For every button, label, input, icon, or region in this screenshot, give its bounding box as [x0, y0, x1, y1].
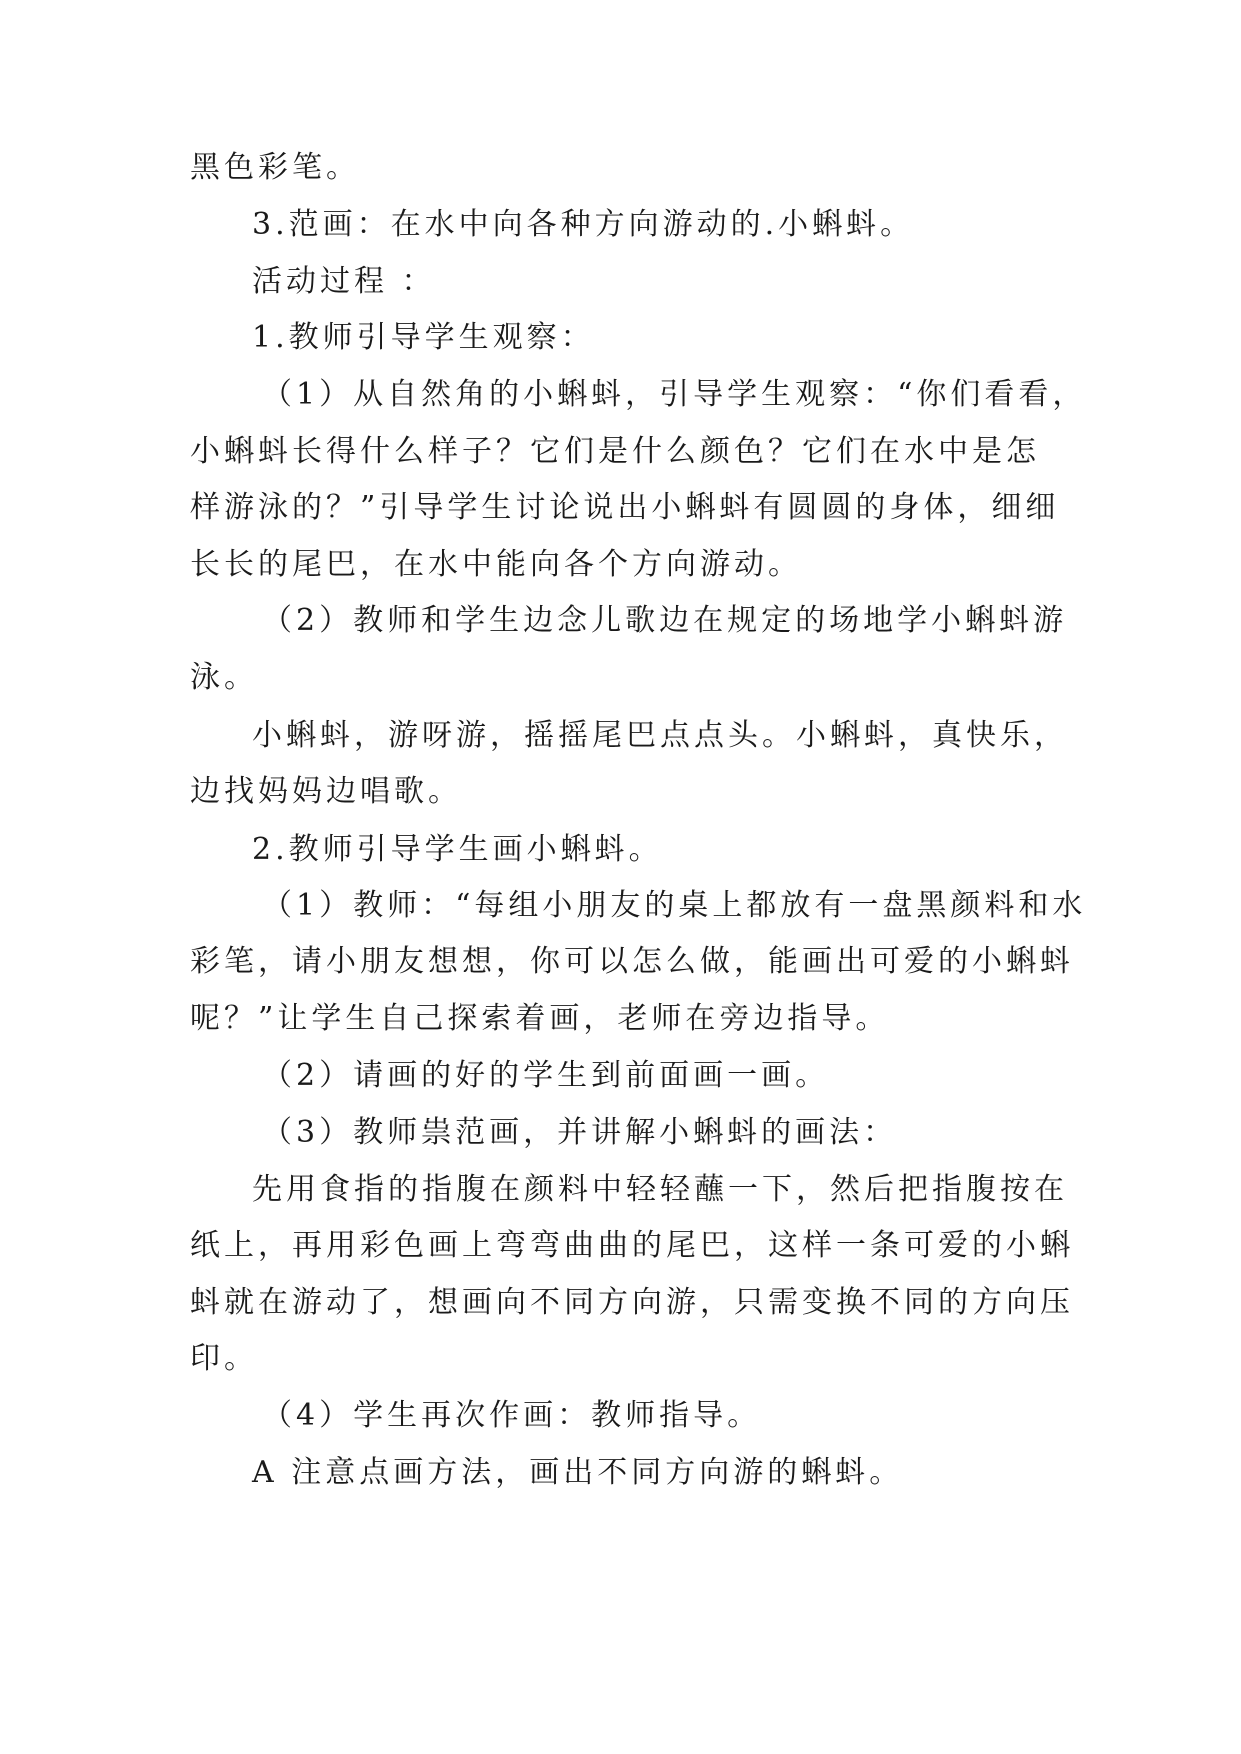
text-line: 彩笔，请小朋友想想，你可以怎么做，能画出可爱的小蝌蚪: [190, 944, 1074, 979]
text-line: 先用食指的指腹在颜料中轻轻蘸一下，然后把指腹按在: [252, 1172, 1068, 1207]
text-line: 黑色彩笔。: [190, 150, 360, 185]
text-line: 样游泳的？”引导学生讨论说出小蝌蚪有圆圆的身体，细细: [190, 490, 1060, 525]
text-line: （1）教师：“每组小朋友的桌上都放有一盘黑颜料和水: [262, 888, 1087, 923]
text-line: （4）学生再次作画：教师指导。: [262, 1398, 762, 1433]
text-line: （2）教师和学生边念儿歌边在规定的场地学小蝌蚪游: [262, 603, 1068, 638]
text-line: 长长的尾巴，在水中能向各个方向游动。: [190, 547, 802, 582]
text-line: 小蝌蚪，游呀游，摇摇尾巴点点头。小蝌蚪，真快乐，: [252, 718, 1068, 753]
text-line: 印。: [190, 1341, 258, 1376]
text-line: 蚪就在游动了，想画向不同方向游，只需变换不同的方向压: [190, 1285, 1074, 1320]
text-line: （3）教师祟范画，并讲解小蝌蚪的画法：: [262, 1115, 898, 1150]
text-line: 2.教师引导学生画小蝌蚪。: [252, 832, 663, 867]
text-line: 3.范画：在水中向各种方向游动的.小蝌蚪。: [252, 207, 915, 242]
text-line: 1.教师引导学生观察：: [252, 320, 595, 355]
text-line: A 注意点画方法，画出不同方向游的蝌蚪。: [252, 1455, 904, 1490]
text-line: 呢？”让学生自己探索着画，老师在旁边指导。: [190, 1001, 890, 1036]
text-line: 边找妈妈边唱歌。: [190, 774, 462, 809]
text-line: 活动过程 ：: [252, 264, 436, 299]
text-line: （1）从自然角的小蝌蚪，引导学生观察：“你们看看，: [262, 377, 1087, 412]
text-line: 纸上，再用彩色画上弯弯曲曲的尾巴，这样一条可爱的小蝌: [190, 1228, 1074, 1263]
text-line: 小蝌蚪长得什么样子？它们是什么颜色？它们在水中是怎: [190, 434, 1040, 469]
text-line: 泳。: [190, 660, 258, 695]
text-line: （2）请画的好的学生到前面画一画。: [262, 1058, 830, 1093]
